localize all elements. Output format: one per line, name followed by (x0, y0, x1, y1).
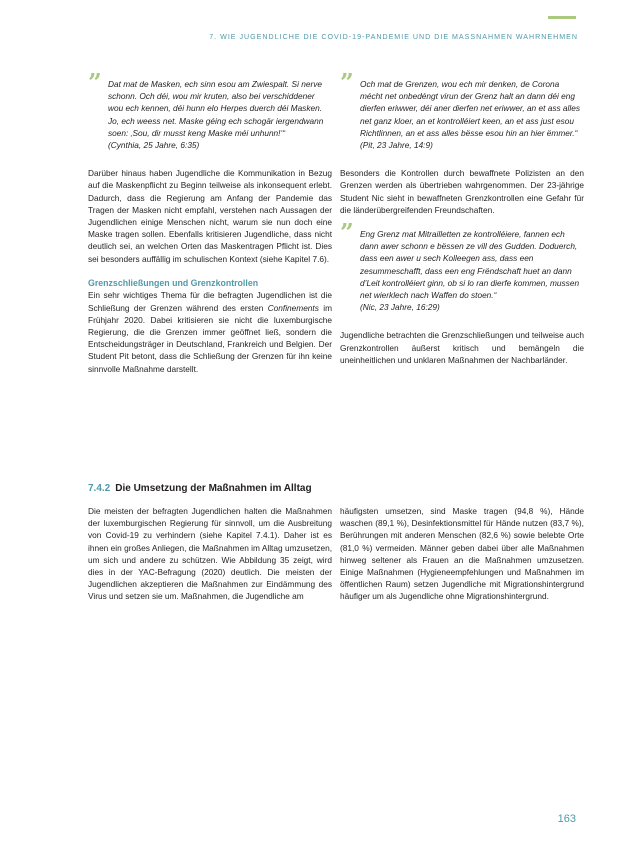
quote-mark-icon: ” (88, 68, 102, 97)
quote-cynthia (88, 68, 332, 151)
header-accent-bar (548, 16, 576, 19)
paragraph-measures-right: häufigsten umsetzen, sind Maske tragen (94,8 %), Hände waschen (89,1 %), Desinfektionsmittel für Hände nutzen (83,7 %), Berührungen mit anderen Menschen (82,6 %) sowie belebte Orte (81,0 %) vermeiden. Männer geben dabei über alle Maßnahmen hinweg seltener als Frauen an die Maßnahmen umzusetzen. Einige Maßnahmen (Hygieneempfehlungen und Maßnahmen im öffentlichen Raum) setzen Jugendliche mit Migrationshintergrund häufiger um als Jugendliche ohne Migrationshintergrund. (340, 506, 584, 602)
paragraph-border-criticism: Jugendliche betrachten die Grenzschließungen und teilweise auch Grenzkontrollen äußerst kritisch und bemängeln die uneinheitlichen und unklaren Maßnahmen der Nachbarländer. (340, 330, 584, 365)
bottom-left-column (88, 505, 332, 603)
paragraph-armed-controls: Besonders die Kontrollen durch bewaffnete Polizisten an den Grenzen werden als übertrieben wahrgenommen. Der 23-jährige Student Nic sieht in bewaffneten Grenzkontrollen eine Gefahr für die länderübergreifenden Freundschaften. (340, 168, 584, 215)
page-number: 163 (557, 813, 576, 825)
quote-text: Dat mat de Masken, ech sinn esou am Zwiespalt. Si nerve schonn. Och déi, wou mir kruten, also bei verschiddener wou ech kennen, déi hunn elo Herpes duerch déi Masken. Jo, ech weess net. Maske géing ech schogär iergendwann soen: ‚Sou, dir musst keng Maske méi unhunn!‘“ (108, 79, 324, 138)
quote-text: Eng Grenz mat Mitrailletten ze kontrolléiere, fannen ech dann awer schonn e bëssen ze vill des Gudden. Doduerch, dass een awer u sech Kolleegen ass, dass een zesummeschafft, dass een eng Frëndschaft huet an dann d’Leit kontrolléiert ginn, ob si lo ran dierfe kommen, mussen net wierklech nach Waffen do stoen.“ (360, 229, 580, 301)
quote-mark-icon: ” (340, 218, 354, 248)
paragraph-mask-communication: Darüber hinaus haben Jugendliche die Kommunikation in Bezug auf die Maskenpflicht zu Beginn teilweise als inkonsequent erlebt. Dadurch, dass die Regierung am Anfang der Pandemie das Tragen der Masken nicht empfahl, verstehen nach Aussagen der Jugendlichen einige Menschen nicht, warum sie nun doch eine Maske tragen sollen. Ebenfalls kritisieren Jugendliche, dass nicht deutlich sei, an welchen Orten das Maskentragen Pflicht ist. Dies sei besonders auffällig im schulischen Kontext (siehe Kapitel 7.6). (88, 168, 332, 264)
right-column (340, 68, 584, 366)
section-heading (88, 483, 312, 494)
quote-attribution: (Pit, 23 Jahre, 14:9) (360, 140, 433, 151)
quote-mark-icon: ” (340, 68, 354, 97)
left-column (88, 68, 332, 375)
paragraph-border-closures: Ein sehr wichtiges Thema für die befragten Jugendlichen ist die Schließung der Grenzen während des ersten Confinements im Frühjahr 2020. Dabei kritisieren sie nicht die luxemburgische Regierung, die die Grenzen immer geöffnet ließ, sondern die Entscheidungsträger in Deutschland, Frankreich und Belgien. Der Student Pit betont, dass die Schließung der Grenzen für ihn keine sinnvolle Maßnahme darstellt. (88, 290, 332, 374)
running-header: 7. WIE JUGENDLICHE DIE COVID-19-PANDEMIE UND DIE MASSNAHMEN WAHRNEHMEN (209, 33, 578, 41)
quote-attribution: (Nic, 23 Jahre, 16:29) (360, 302, 440, 313)
quote-pit (340, 68, 584, 151)
quote-attribution: (Cynthia, 25 Jahre, 6:35) (108, 140, 200, 151)
quote-text: Och mat de Grenzen, wou ech mir denken, de Corona mécht net onbedéngt virun der Grenz halt an dann déi eng dierfen eriwwer, déi aner dierfen net eriwwer, an et ass alles net ganz kloer, an et kontrolléiert keen, an et ass just esou Richtlinnen, an et ass alles bësse esou hin an hier ëmmer.“ (360, 79, 580, 138)
section-title: Die Umsetzung der Maßnahmen im Alltag (115, 483, 312, 494)
paragraph-measures-left: Die meisten der befragten Jugendlichen halten die Maßnahmen der luxemburgischen Regierung für sinnvoll, um die Ausbreitung von Covid-19 zu verhindern (siehe Kapitel 7.4.1). Daher ist es ihnen ein großes Anliegen, die Maßnahmen im Alltag umzusetzen, um sich und andere zu schützen. Wie Abbildung 35 zeigt, wird dies in der YAC-Befragung (2020) deutlich. Die meisten der Jugendlichen akzeptieren die Maßnahmen zur Eindämmung des Virus und setzen sie um. Maßnahmen, die Jugendliche am (88, 506, 332, 602)
quote-nic (340, 218, 584, 313)
subheading-borders: Grenzschließungen und Grenzkontrollen (88, 277, 259, 288)
section-number: 7.4.2 (88, 483, 111, 494)
bottom-right-column (340, 505, 584, 603)
